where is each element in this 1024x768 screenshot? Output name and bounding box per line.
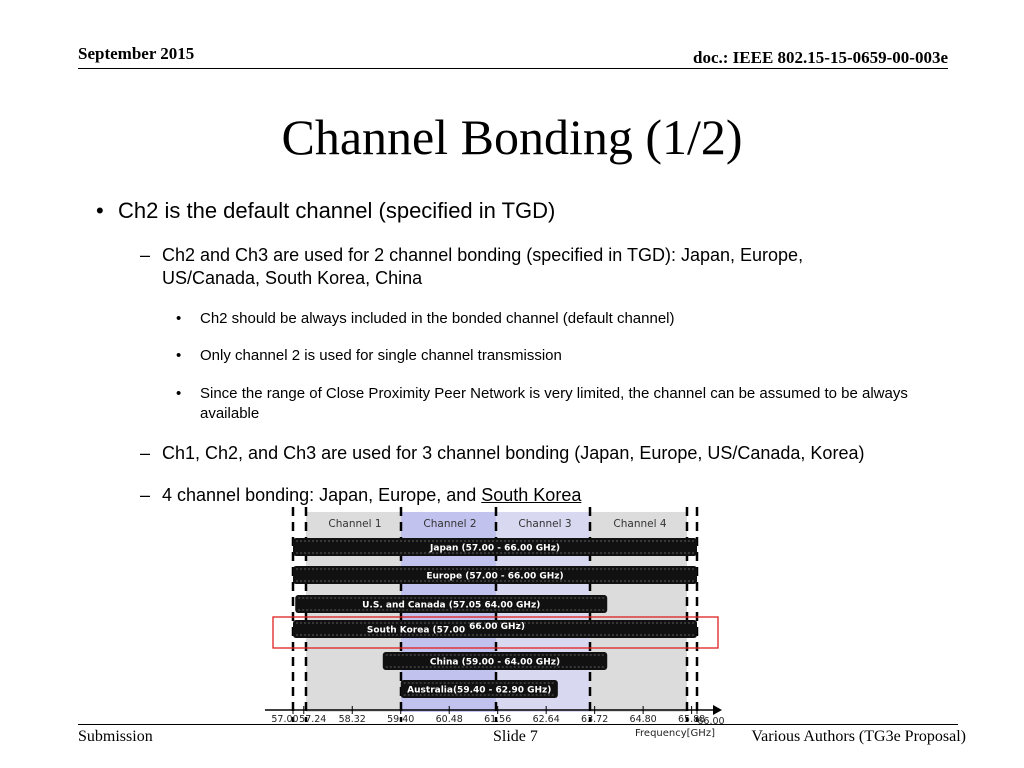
footer-slide-number: Slide 7 bbox=[493, 728, 538, 745]
axis-tick-label: 60.48 bbox=[435, 714, 463, 725]
region-australia bbox=[401, 680, 558, 698]
region-south-korea bbox=[293, 620, 697, 638]
footer-authors: Various Authors (TG3e Proposal) bbox=[751, 728, 966, 745]
bullet-sub-2-text: Ch1, Ch2, and Ch3 are used for 3 channel bonding (Japan, Europe, US/Canada, Korea) bbox=[162, 443, 865, 463]
axis-tick-label: 62.64 bbox=[532, 714, 560, 725]
axis-tick-label: 61.56 bbox=[484, 714, 512, 725]
channel-label-3: Channel 3 bbox=[518, 518, 572, 530]
footer-divider bbox=[78, 724, 958, 725]
axis-arrow-icon bbox=[713, 705, 722, 715]
region-label: China (59.00 - 64.00 GHz) bbox=[429, 657, 561, 668]
bullet-point-3-text: Since the range of Close Proximity Peer Network is very limited, the channel can be assumed to be always available bbox=[200, 385, 908, 422]
header-date: September 2015 bbox=[78, 44, 195, 63]
region-label: Japan (57.00 - 66.00 GHz) bbox=[430, 543, 560, 554]
dot-marker: • bbox=[176, 310, 182, 327]
channel-label-1: Channel 1 bbox=[328, 518, 382, 530]
dot-marker: • bbox=[176, 347, 182, 364]
dash-marker: – bbox=[140, 485, 151, 505]
region-japan bbox=[293, 538, 697, 556]
axis-tick-label: 64.80 bbox=[629, 714, 657, 725]
axis-tick-label: 63.72 bbox=[581, 714, 609, 725]
bullet-point-2-text: Only channel 2 is used for single channel transmission bbox=[200, 347, 562, 364]
region-label-part-b: 66.00 GHz) bbox=[469, 622, 525, 632]
dash-marker: – bbox=[140, 443, 151, 463]
channel-label-2: Channel 2 bbox=[423, 518, 477, 530]
region-label: Europe (57.00 - 66.00 GHz) bbox=[426, 571, 564, 582]
bullet-sub-1-text: Ch2 and Ch3 are used for 2 channel bonding (specified in TGD): Japan, Europe, US/Canada, South Korea, China bbox=[162, 245, 804, 288]
dot-marker: • bbox=[176, 385, 182, 402]
slide-title: Channel Bonding (1/2) bbox=[281, 109, 743, 165]
footer-submission: Submission bbox=[78, 728, 153, 745]
region-us-canada bbox=[295, 595, 607, 613]
axis-tick-label: 57.24 bbox=[299, 714, 327, 725]
axis-tick-label: 57.00 bbox=[271, 714, 299, 725]
bullet-sub-3-prefix: 4 channel bonding: Japan, Europe, and bbox=[162, 485, 482, 505]
bullet-point-1-text: Ch2 should be always included in the bonded channel (default channel) bbox=[200, 310, 675, 327]
axis-tick-label: 58.32 bbox=[338, 714, 366, 725]
region-china bbox=[383, 652, 607, 670]
axis-label: Frequency[GHz] bbox=[635, 728, 715, 739]
axis-tick-label: 65.88 bbox=[678, 714, 706, 725]
bullet-main-text: Ch2 is the default channel (specified in TGD) bbox=[118, 198, 556, 223]
region-label-part-a: South Korea (57.00 bbox=[366, 625, 466, 636]
region-label: Australia(59.40 - 62.90 GHz) bbox=[407, 685, 552, 696]
axis-tick-label: 59.40 bbox=[387, 714, 415, 725]
dash-marker: – bbox=[140, 245, 151, 265]
axis-tick-label: 66.00 bbox=[697, 716, 725, 727]
region-europe bbox=[293, 566, 697, 584]
south-korea-link[interactable]: South Korea bbox=[481, 485, 582, 505]
bullet-marker: • bbox=[96, 198, 104, 223]
region-label: U.S. and Canada (57.05 64.00 GHz) bbox=[362, 600, 541, 611]
header-doc-id: doc.: IEEE 802.15-15-0659-00-003e bbox=[693, 48, 948, 67]
channel-label-4: Channel 4 bbox=[613, 518, 667, 530]
